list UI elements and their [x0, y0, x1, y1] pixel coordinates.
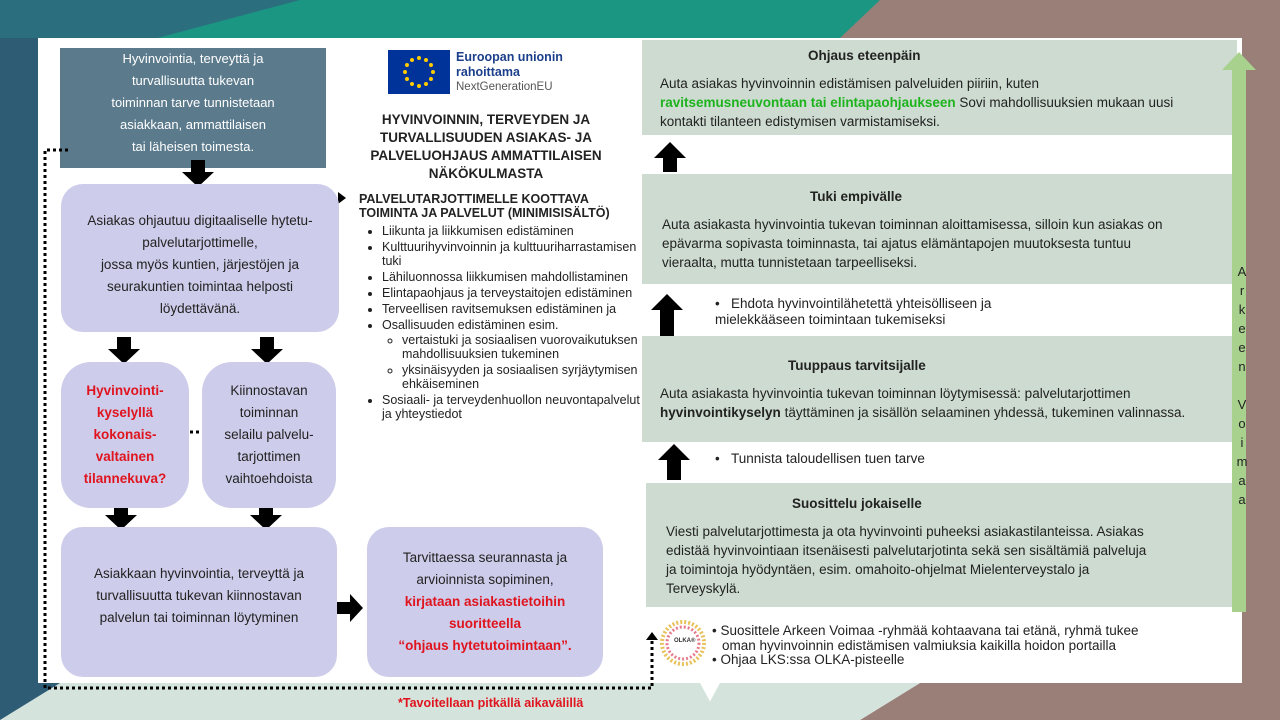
- panel-text: Auta asiakas hyvinvoinnin edistämisen palveluiden piiriin, kuten: [660, 76, 1039, 91]
- need-line: asiakkaan, ammattilaisen: [120, 117, 266, 132]
- olka-text: oman hyvinvoinnin edistämisen valmiuksia kaikilla hoidon portailla: [722, 637, 1116, 653]
- eu-line3: NextGenerationEU: [456, 81, 553, 93]
- title-line: HYVINVOINNIN, TERVEYDEN JA: [381, 112, 591, 127]
- panel-text: epävarma sopivasta toiminnasta, tai ajatus elämäntapojen muutoksesta tuntuu: [662, 236, 1132, 251]
- panel-recommend: [646, 483, 1237, 607]
- panel-text: Sovi mahdollisuuksien mukaan uusi: [959, 95, 1174, 110]
- bullet-text: Tunnista taloudellisen tuen tarve: [730, 451, 925, 466]
- eu-logo: [388, 50, 588, 96]
- browse-line: selailu palvelu-: [224, 427, 314, 442]
- services-title: [359, 192, 629, 220]
- title-line: PALVELUOHJAUS AMMATTILAISEN: [370, 148, 602, 163]
- vertical-letter: a: [1238, 492, 1246, 507]
- services-title-line: TOIMINTA JA PALVELUT (MINIMISISÄLTÖ): [359, 206, 610, 220]
- panel-text: Terveyskylä.: [666, 581, 741, 596]
- vertical-label: [1236, 262, 1248, 509]
- vertical-letter: V: [1237, 397, 1247, 412]
- found-line: palvelun tai toiminnan löytyminen: [99, 610, 299, 625]
- survey-line: tilannekuva?: [83, 471, 167, 486]
- panel-text: Auta asiakasta hyvinvointia tukevan toiminnan löytymisessä: palvelutarjottimen: [660, 386, 1131, 401]
- vertical-letter: A: [1237, 264, 1247, 279]
- digital-line: jossa myös kuntien, järjestöjen ja: [100, 257, 300, 272]
- vertical-letter: r: [1239, 283, 1245, 298]
- digital-line: seurakuntien toimintaa helposti: [106, 279, 294, 294]
- bullet-text: mielekkääseen toimintaan tukemiseksi: [715, 312, 946, 327]
- panel-text: vieraalta, mutta tunnistetaan tarpeelliseksi.: [662, 255, 918, 270]
- digital-line: Asiakas ohjautuu digitaaliselle hytetu-: [87, 213, 313, 228]
- eu-flag-icon: [388, 50, 450, 94]
- survey-line: Hyvinvointi-: [86, 383, 164, 398]
- financial-bullet: • Tunnista taloudellisen tuen tarve: [715, 451, 925, 466]
- found-line: turvallisuutta tukevan kiinnostavan: [96, 588, 302, 603]
- panel-text: täyttäminen ja sisällön selaaminen yhdessä, tukeminen valinnassa.: [784, 405, 1186, 420]
- panel-text: kontakti tilanteen edistymisen varmistamiseksi.: [660, 114, 940, 129]
- panel-nudge: [642, 336, 1237, 442]
- found-line: Asiakkaan hyvinvointia, terveyttä ja: [93, 566, 305, 581]
- olka-text: Ohjaa LKS:ssa OLKA-pisteelle: [720, 652, 905, 667]
- panel-text-green: ravitsemusneuvontaan tai elintapaohjaukseen: [660, 95, 956, 110]
- panel-title: Suosittelu jokaiselle: [792, 496, 922, 511]
- need-line: turvallisuutta tukevan: [131, 73, 255, 88]
- olka-bullets: • Suosittele Arkeen Voimaa -ryhmää kohtaavana tai etänä, ryhmä tukee oman hyvinvoinnin edistämisen valmiuksia kaikilla hoidon portailla • Ohjaa LKS:ssa OLKA-pisteelle: [712, 623, 1139, 667]
- follow-up-box: [367, 527, 603, 677]
- footnote: *Tavoitellaan pitkällä aikavälillä: [398, 696, 584, 710]
- title-line: TURVALLISUUDEN ASIAKAS- JA: [379, 130, 592, 145]
- digital-line: löydettävänä.: [159, 301, 241, 316]
- vertical-letter: k: [1238, 302, 1246, 317]
- wellbeing-survey-box: [61, 362, 189, 508]
- digital-platform-box: [61, 184, 339, 332]
- title-line: NÄKÖKULMASTA: [428, 166, 544, 181]
- service-item: • Liikunta ja liikkumisen edistäminen: [382, 224, 641, 238]
- vertical-letter: n: [1238, 359, 1246, 374]
- service-item: [382, 318, 641, 391]
- vertical-letter: i: [1240, 435, 1244, 450]
- service-subitem: ◦ yksinäisyyden ja sosiaalisen syrjäytymisen ehkäiseminen: [402, 363, 641, 391]
- services-title-line: PALVELUTARJOTTIMELLE KOOTTAVA: [359, 192, 589, 206]
- olka-text: Suosittele Arkeen Voimaa -ryhmää kohtaavana tai etänä, ryhmä tukee: [720, 623, 1139, 638]
- panel-title: Ohjaus eteenpäin: [808, 48, 921, 63]
- service-item: • Elintapaohjaus ja terveystaitojen edistäminen: [382, 286, 641, 300]
- main-title: [355, 111, 617, 183]
- digital-line: palvelutarjottimelle,: [142, 235, 258, 250]
- survey-line: kyselyllä: [96, 405, 154, 420]
- service-item: • Lähiluonnossa liikkumisen mahdollistaminen: [382, 270, 641, 284]
- browse-line: toiminnan: [239, 405, 299, 420]
- survey-line: valtainen: [95, 449, 155, 464]
- panel-text: Auta asiakasta hyvinvointia tukevan toiminnan aloittamisessa, silloin kun asiakas on: [662, 217, 1163, 232]
- vertical-letter: o: [1238, 416, 1246, 431]
- service-item: • Sosiaali- ja terveydenhuollon neuvontapalvelut ja yhteystiedot: [382, 393, 641, 421]
- service-item: • Kulttuurihyvinvoinnin ja kulttuuriharrastamisen tuki: [382, 240, 641, 268]
- service-item-text: Osallisuuden edistäminen esim.: [382, 318, 559, 332]
- panel-text: edistää hyvinvointiaan itsenäisesti palvelutarjotinta sekä sen sisältämiä palveluja: [666, 543, 1147, 558]
- panel-text: Viesti palvelutarjottimesta ja ota hyvinvointi puheeksi asiakastilanteissa. Asiakas: [666, 524, 1144, 539]
- followup-red-line: suoritteella: [448, 616, 522, 631]
- panel-text-bold: hyvinvointikyselyn: [660, 405, 781, 420]
- followup-red-line: kirjataan asiakastietoihin: [404, 594, 566, 609]
- followup-line: Tarvittaessa seurannasta ja: [402, 550, 568, 565]
- need-line: tai läheisen toimesta.: [131, 139, 255, 154]
- vertical-gap: [1236, 376, 1248, 395]
- panel-support-hesitant: [642, 174, 1237, 284]
- followup-red-line: “ohjaus hytetutoimintaan”.: [398, 638, 572, 653]
- browse-offerings-box: [202, 362, 336, 508]
- referral-bullet: • Ehdota hyvinvointilähetettä yhteisölliseen ja mielekkääseen toimintaan tukemiseksi: [715, 296, 992, 327]
- service-found-box: [61, 527, 337, 677]
- eu-line1: Euroopan unionin: [456, 50, 563, 64]
- need-line: toiminnan tarve tunnistetaan: [111, 95, 275, 110]
- eu-line2: rahoittama: [456, 65, 520, 79]
- service-subitem: ◦ vertaistuki ja sosiaalisen vuorovaikutuksen mahdollisuuksien tukeminen: [402, 333, 641, 361]
- survey-line: kokonais-: [93, 427, 157, 442]
- olka-logo-text: OLKA®: [674, 638, 696, 644]
- panel-refer-onward: [642, 40, 1237, 135]
- browse-line: tarjottimen: [237, 449, 301, 464]
- service-item: • Terveellisen ravitsemuksen edistäminen ja: [382, 302, 641, 316]
- vertical-letter: e: [1238, 340, 1246, 355]
- bullet-text: Ehdota hyvinvointilähetettä yhteisölliseen ja: [730, 296, 992, 311]
- panel-title: Tuuppaus tarvitsijalle: [788, 358, 926, 373]
- vertical-letter: m: [1236, 454, 1248, 469]
- vertical-letter: e: [1238, 321, 1246, 336]
- panel-text: ja toimintoja hyödyntäen, esim. omahoito-ohjelmat Mielenterveystalo ja: [666, 562, 1090, 577]
- followup-line: arvioinnista sopiminen,: [416, 572, 554, 587]
- need-line: Hyvinvointia, terveyttä ja: [122, 51, 264, 66]
- vertical-letter: a: [1238, 473, 1246, 488]
- services-list: [366, 224, 641, 423]
- browse-line: Kiinnostavan: [230, 383, 308, 398]
- panel-title: Tuki empivälle: [810, 189, 903, 204]
- browse-line: vaihtoehdoista: [225, 471, 313, 486]
